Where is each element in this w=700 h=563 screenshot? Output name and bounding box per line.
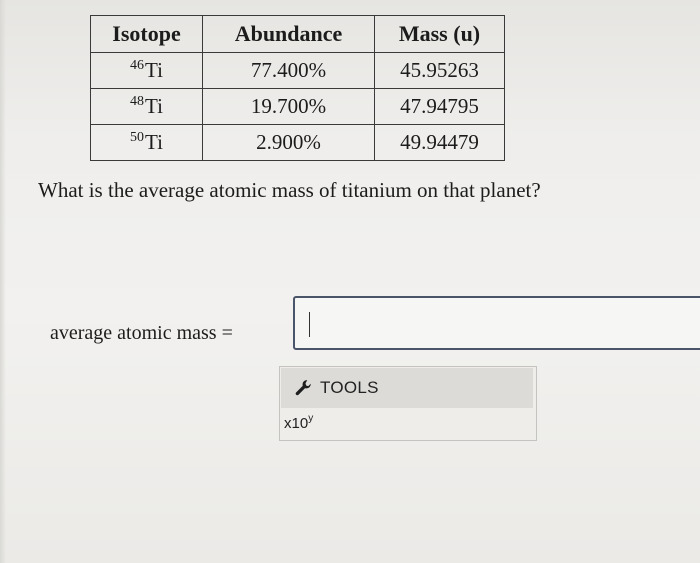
abundance-cell: 19.700% (203, 89, 375, 125)
isotope-cell (91, 53, 203, 89)
mass-cell: 49.94479 (375, 125, 505, 161)
tools-panel (279, 366, 537, 441)
answer-label: average atomic mass = (50, 322, 233, 344)
header-mass: Mass (u) (375, 16, 505, 53)
mass-number: 48 (130, 94, 145, 109)
tools-button[interactable] (281, 368, 533, 408)
isotope-cell (91, 125, 203, 161)
header-isotope: Isotope (91, 16, 203, 53)
abundance-cell: 77.400% (203, 53, 375, 89)
element-symbol: Ti (145, 58, 163, 82)
sci-base: x10 (284, 415, 309, 432)
text-cursor (309, 312, 310, 337)
answer-input[interactable] (293, 296, 700, 350)
sci-exponent: y (308, 413, 314, 424)
isotope-table (90, 15, 505, 161)
tools-label: TOOLS (320, 378, 379, 397)
element-symbol: Ti (145, 94, 163, 118)
element-symbol: Ti (145, 130, 163, 154)
table-row (91, 125, 505, 161)
question-text: What is the average atomic mass of titanium on that planet? (38, 178, 541, 202)
scientific-notation-button[interactable] (284, 413, 313, 432)
mass-number: 46 (130, 58, 145, 73)
mass-cell: 47.94795 (375, 89, 505, 125)
mass-number: 50 (130, 130, 145, 145)
abundance-cell: 2.900% (203, 125, 375, 161)
page-edge (0, 0, 6, 563)
table-header-row (91, 16, 505, 53)
mass-cell: 45.95263 (375, 53, 505, 89)
wrench-icon (293, 378, 313, 403)
table-row (91, 53, 505, 89)
header-abundance: Abundance (203, 16, 375, 53)
table-row (91, 89, 505, 125)
isotope-cell (91, 89, 203, 125)
